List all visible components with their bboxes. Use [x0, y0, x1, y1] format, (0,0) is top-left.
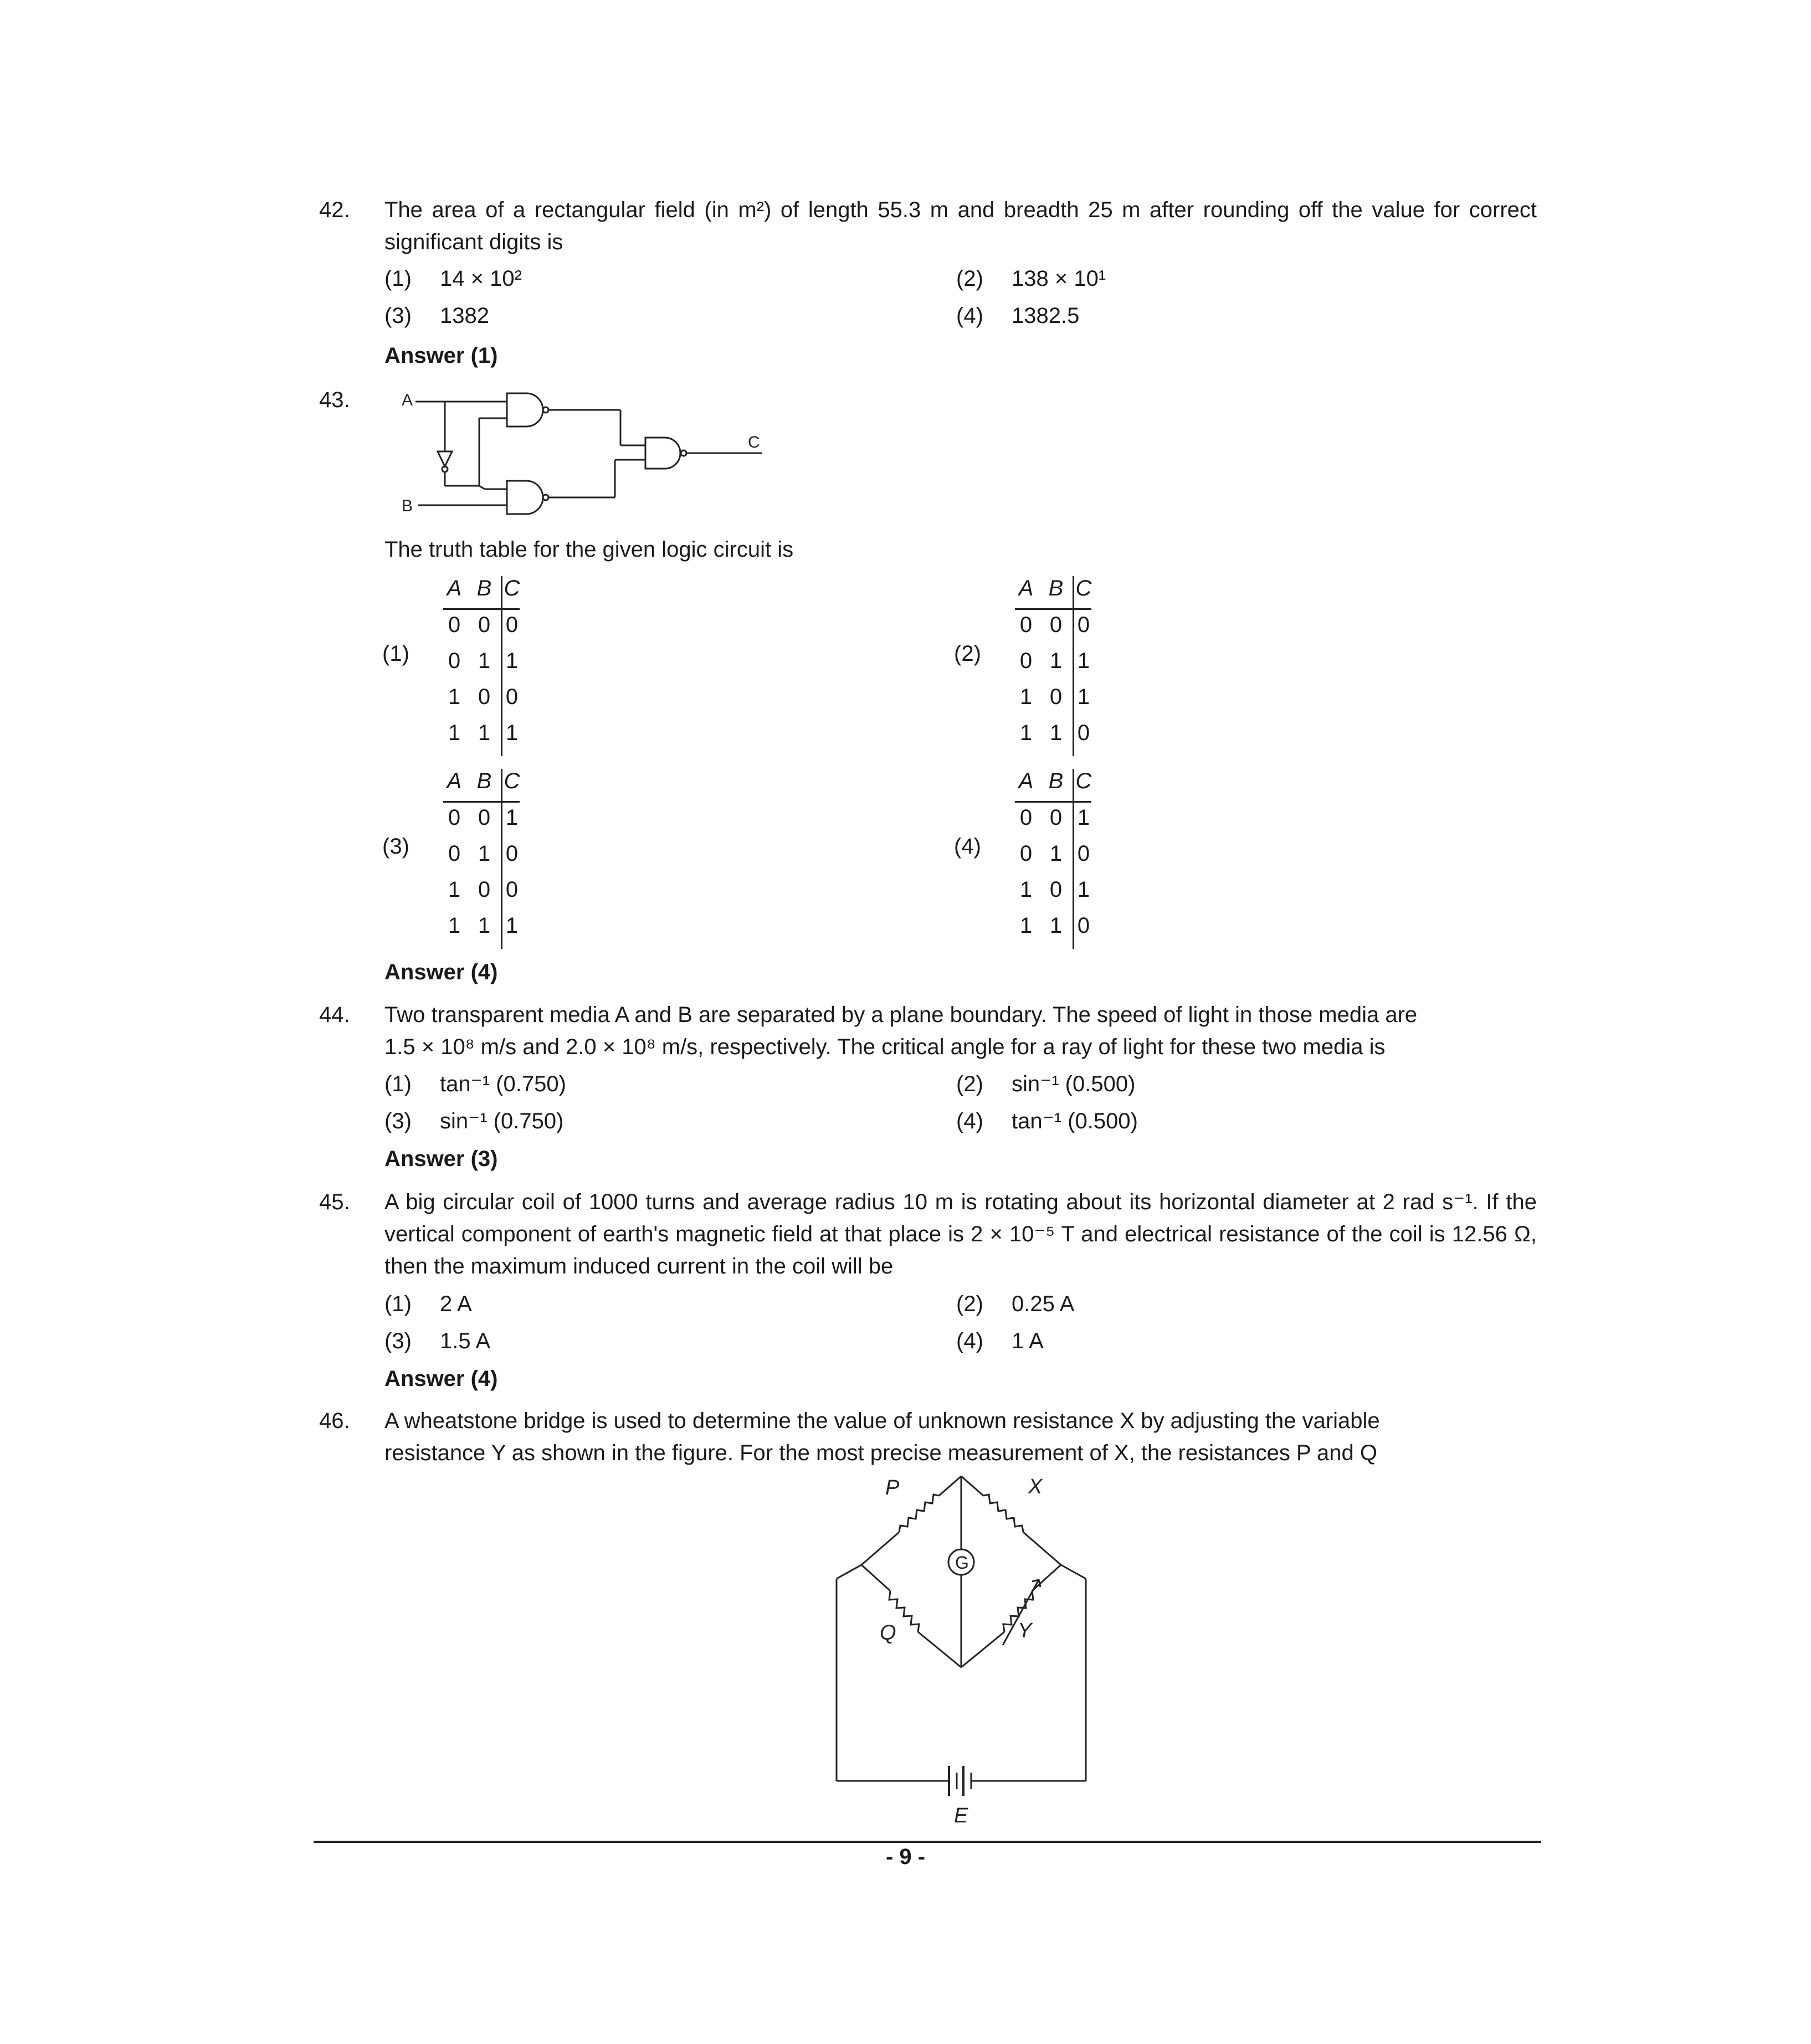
option-label: (4) — [954, 834, 981, 859]
footer-divider — [314, 1841, 1541, 1843]
option-value: tan⁻¹ (0.500) — [1012, 1109, 1138, 1133]
label-e: E — [954, 1804, 968, 1827]
label-p: P — [885, 1476, 900, 1499]
option-3 — [384, 1325, 490, 1357]
option-1 — [384, 263, 522, 295]
question-text-line-1: A wheatstone bridge is used to determine the value of unknown resistance X by adjusting the variable — [384, 1409, 1380, 1433]
label-g: G — [955, 1553, 969, 1573]
question-text-line-2: resistance Y as shown in the figure. For the most precise measurement of X, the resistances P and Q — [384, 1441, 1378, 1465]
option-label: (1) — [384, 266, 412, 291]
option-value: 1 A — [1012, 1329, 1044, 1353]
option-label: (2) — [954, 641, 981, 666]
option-4 — [956, 1325, 1044, 1357]
question-number: 46. — [319, 1409, 350, 1433]
page-number: - 9 - — [885, 1845, 926, 1869]
option-1 — [384, 1068, 566, 1100]
question-text: The area of a rectangular field (in m²) of length 55.3 m and breadth 25 m after rounding off the value for correct significant digits is — [384, 198, 1537, 254]
label-q: Q — [880, 1621, 896, 1645]
question-text: A big circular coil of 1000 turns and average radius 10 m is rotating about its horizontal diameter at 2 rad s⁻¹. If the vertical component of earth's magnetic field at that place is 2 × 10⁻⁵ T and electrical resistance of the coil is 12.56 Ω, then the maximum induced current in the coil will be — [384, 1190, 1537, 1278]
option-4 — [956, 1105, 1138, 1137]
question-number: 42. — [319, 198, 350, 222]
label-y: Y — [1018, 1619, 1032, 1642]
option-value: 0.25 A — [1012, 1292, 1075, 1316]
option-label: (3) — [382, 834, 409, 859]
option-2 — [956, 263, 1106, 295]
option-label: (3) — [384, 304, 412, 328]
option-label: (3) — [384, 1109, 412, 1133]
wheatstone-bridge-diagram — [820, 1462, 1108, 1828]
option-label: (2) — [956, 1292, 983, 1316]
option-label: (2) — [956, 266, 983, 291]
answer: Answer (4) — [384, 1367, 498, 1391]
header-a: A — [447, 576, 462, 600]
option-value: 14 × 10² — [440, 266, 522, 291]
option-value: 1382 — [440, 304, 489, 328]
option-value: sin⁻¹ (0.750) — [440, 1109, 564, 1133]
option-value: sin⁻¹ (0.500) — [1012, 1072, 1136, 1096]
label-x: X — [1028, 1475, 1043, 1498]
option-4 — [956, 300, 1079, 332]
option-label: (4) — [956, 1329, 983, 1353]
option-value: 138 × 10¹ — [1012, 266, 1106, 291]
option-value: 1.5 A — [440, 1329, 491, 1353]
option-label: (2) — [956, 1072, 983, 1096]
answer: Answer (1) — [384, 343, 498, 368]
option-label: (1) — [384, 1072, 412, 1096]
question-text-line-2: 1.5 × 10⁸ m/s and 2.0 × 10⁸ m/s, respectively. The critical angle for a ray of light for these two media is — [384, 1035, 1386, 1059]
option-value: 1382.5 — [1012, 304, 1080, 328]
option-label: (3) — [384, 1329, 412, 1353]
option-1 — [384, 1288, 472, 1320]
circuit-label-c: C — [748, 433, 760, 451]
header-c: C — [504, 576, 520, 600]
option-label: (1) — [382, 641, 409, 666]
question-number: 45. — [319, 1190, 350, 1214]
header-b: B — [476, 576, 492, 600]
option-label: (4) — [956, 1109, 983, 1133]
answer: Answer (4) — [384, 960, 498, 984]
option-label: (4) — [956, 304, 983, 328]
option-value: 2 A — [440, 1292, 472, 1316]
question-number: 43. — [319, 388, 350, 412]
option-value: tan⁻¹ (0.750) — [440, 1072, 566, 1096]
option-2 — [956, 1288, 1074, 1320]
logic-circuit-diagram — [388, 377, 776, 521]
circuit-label-a: A — [402, 391, 413, 409]
option-3 — [384, 1105, 563, 1137]
option-3 — [384, 300, 489, 332]
circuit-label-b: B — [402, 497, 413, 515]
question-text-line-1: Two transparent media A and B are separated by a plane boundary. The speed of light in those media are — [384, 1003, 1418, 1027]
question-number: 44. — [319, 1003, 350, 1027]
question-text: The truth table for the given logic circuit is — [384, 537, 794, 562]
answer: Answer (3) — [384, 1147, 498, 1171]
option-label: (1) — [384, 1292, 412, 1316]
option-2 — [956, 1068, 1135, 1100]
